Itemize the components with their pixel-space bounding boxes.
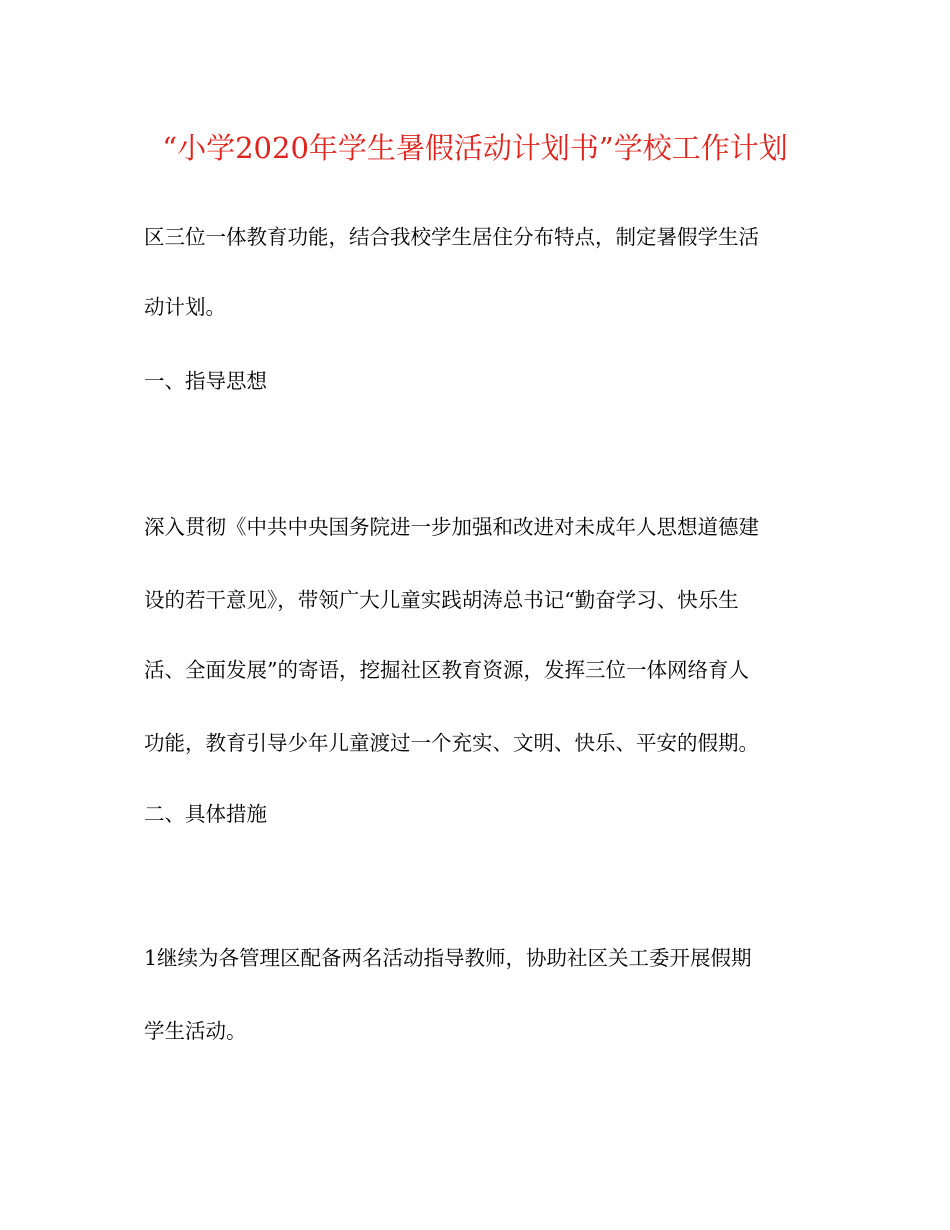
paragraph-measure-1-line-2: 学生活动。 [144,1019,247,1043]
paragraph-guiding-line-1: 深入贯彻《中共中央国务院进一步加强和改进对未成年人思想道德建 [144,515,759,539]
paragraph-measure-1-line-1: 1继续为各管理区配备两名活动指导教师，协助社区关工委开展假期 [144,946,752,970]
paragraph-guiding-line-3: 活、全面发展”的寄语，挖掘社区教育资源，发挥三位一体网络育人 [144,658,749,682]
paragraph-guiding-line-2: 设的若干意见》，带领广大儿童实践胡涛总书记“勤奋学习、快乐生 [144,588,739,612]
section-heading-measures: 二、具体措施 [144,802,267,826]
section-heading-guiding-thought: 一、指导思想 [144,369,267,393]
paragraph-guiding-line-4: 功能，教育引导少年儿童渡过一个充实、文明、快乐、平安的假期。 [144,731,759,755]
paragraph-intro-line-2: 动计划。 [144,295,226,319]
document-title: “小学2020年学生暑假活动计划书”学校工作计划 [162,131,788,165]
paragraph-intro-line-1: 区三位一体教育功能，结合我校学生居住分布特点，制定暑假学生活 [144,225,759,249]
